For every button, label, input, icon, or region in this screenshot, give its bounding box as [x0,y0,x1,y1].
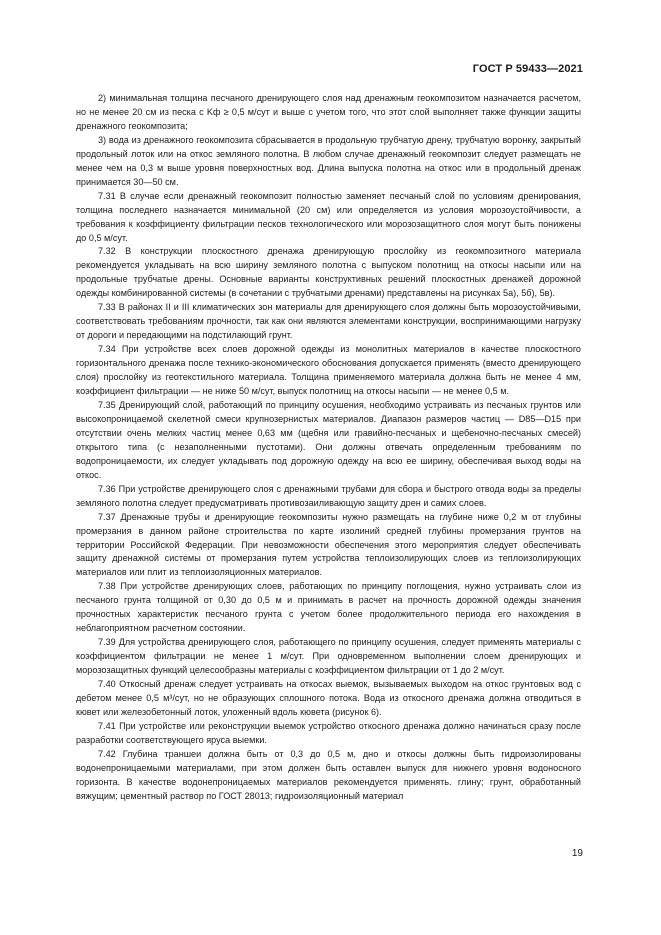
clause-7-40: 7.40 Откосный дренаж следует устраивать на откосах выемок, вызываемых выходом на откос грунтовых вод с дебетом менее 0,5 м³/сут, но не образующих сплошного потока. Вода из откосного дренажа должна отводиться в кювет или железобетонный лоток, уложенный вдоль кювета (рисунок 6). [76,679,581,717]
clause-7-41: 7.41 При устройстве или реконструкции выемок устройство откосного дренажа должно начинаться сразу после разработки соответствующего яруса выемки. [76,720,581,745]
body-text [76,92,581,804]
clause-7-36: 7.36 При устройстве дренирующего слоя с дренажными трубами для сбора и быстрого отвода воды за пределы земляного полотна следует предусматривать противозаиливающую защиту дрен и самих слоев. [76,483,581,508]
paragraph-text: 2) минимальная толщина песчаного дренирующего слоя над дренажным геокомпозитом назначается расчетом, но не менее 20 см из песка с Kф ≥ 0,5 м/сут и выше с учетом того, что этот слой выполняет также функции защиты дренажного геокомпозита; [76,93,581,131]
clause-7-37: 7.37 Дренажные трубы и дренирующие геокомпозиты нужно размещать на глубине ниже 0,2 м от глубины промерзания в данном районе строительства по карте изолиний средней глубины промерзания грунтов на территории Российской Федерации. При невозможности обеспечения этого мероприятия следует обеспечивать защиту дренажной системы от промерзания путем устройства теплоизолирующих слоев из теплоизолирующих материалов или плит из теплоизоляционных материалов. [76,511,581,578]
page-number: 19 [571,848,583,859]
clause-7-31: 7.31 В случае если дренажный геокомпозит полностью заменяет песчаный слой по условиям дренирования, толщина последнего назначается минимальной (20 см) или определяется из условия морозоустойчивости, а требования к коэффициенту фильтрации песков технологического или морозозащитного слоя могут быть понижены до 0,5 м/сут. [76,190,581,243]
clause-7-39: 7.39 Для устройства дренирующего слоя, работающего по принципу осушения, следует применять материалы с коэффициентом фильтрации не менее 1 м/сут. При одновременном выполнении слоем дренирующих и морозозащитных функций целесообразны материалы с коэффициентом фильтрации от 1 до 2 м/сут. [76,637,581,676]
clause-7-35: 7.35 Дренирующий слой, работающий по принципу осушения, необходимо устраивать из песчаных грунтов или высокопроницаемой скелетной смеси крупнозернистых материалов. Диапазон размеров частиц — D85—D15 при отсутствии очень мелких частиц менее 0,63 мм (щебня или гравийно-песчаных и щебеночно-песчаных смесей) открытого типа (с незаполненными пустотами). Они должны отвечать определенным требованиям по водопроницаемости, их следует укладывать под дорожную одежду на всю ее ширину, обеспечивая выход воды на откос. [76,399,581,480]
standard-designation: ГОСТ Р 59433—2021 [472,63,583,75]
clause-7-38: 7.38 При устройстве дренирующих слоев, работающих по принципу поглощения, нужно устраивать слои из песчаного грунта толщиной от 0,30 до 0,5 м и принимать в расчет на прочность дорожной одежды значения прочностных характеристик песчаного грунта с учетом более продолжительного периода его нахождения в неблагоприятном расчетном состоянии. [76,581,581,634]
clause-7-33: 7.33 В районах II и III климатических зон материалы для дренирующего слоя должны быть морозоустойчивыми, соответствовать требованиям прочности, так как они являются элементами конструкции, воспринимающими нагрузку от дороги и передающими на подстилающий грунт. [76,302,581,341]
clause-7-34: 7.34 При устройстве всех слоев дорожной одежды из монолитных материалов в качестве плоскостного горизонтального дренажа после технико-экономического обоснования допускается применять (вместо дренирующего слоя) прослойку из геотекстильного материала. Толщина применяемого материала должна быть не менее 4 мм, коэффициент фильтрации — не ниже 50 м/сут, выпуск полотнищ на откосы насыпи — не менее 0,5 м. [76,344,581,397]
paragraph [76,92,581,134]
clause-7-42: 7.42 Глубина траншеи должна быть от 0,3 до 0,5 м, дно и откосы должны быть гидроизолированы водонепроницаемыми материалами, при этом должен быть оставлен выпуск для нижнего уровня водоносного горизонта. В качестве водонепроницаемых материалов рекомендуется применять. глину; грунт, обработанный вяжущим; цементный раствор по ГОСТ 28013; гидроизоляционный материал [76,748,581,801]
clause-7-32: 7.32 В конструкции плоскостного дренажа дренирующую прослойку из геокомпозитного материала рекомендуется укладывать на всю ширину земляного полотна с выпуском полотнищ на откосы насыпи или на продольные трубчатые дрены. Основные варианты конструктивных решений плоскостных дренажей дорожной одежды комбинированной системы (в сочетании с трубчатыми дренами) представлены на рисунках 5а), 5б), 5в). [76,246,581,299]
paragraph [76,134,581,190]
paragraph-text: 3) вода из дренажного геокомпозита сбрасывается в продольную трубчатую дрену, трубчатую воронку, закрытый продольный лоток или на откос земляного полотна. В любом случае дренажный геокомпозит следует размещать не менее чем на 0,3 м выше уровня поверхностных вод. Длина выпуска полотна на откос или в продольный дренаж принимается 30—50 см. [76,134,581,187]
